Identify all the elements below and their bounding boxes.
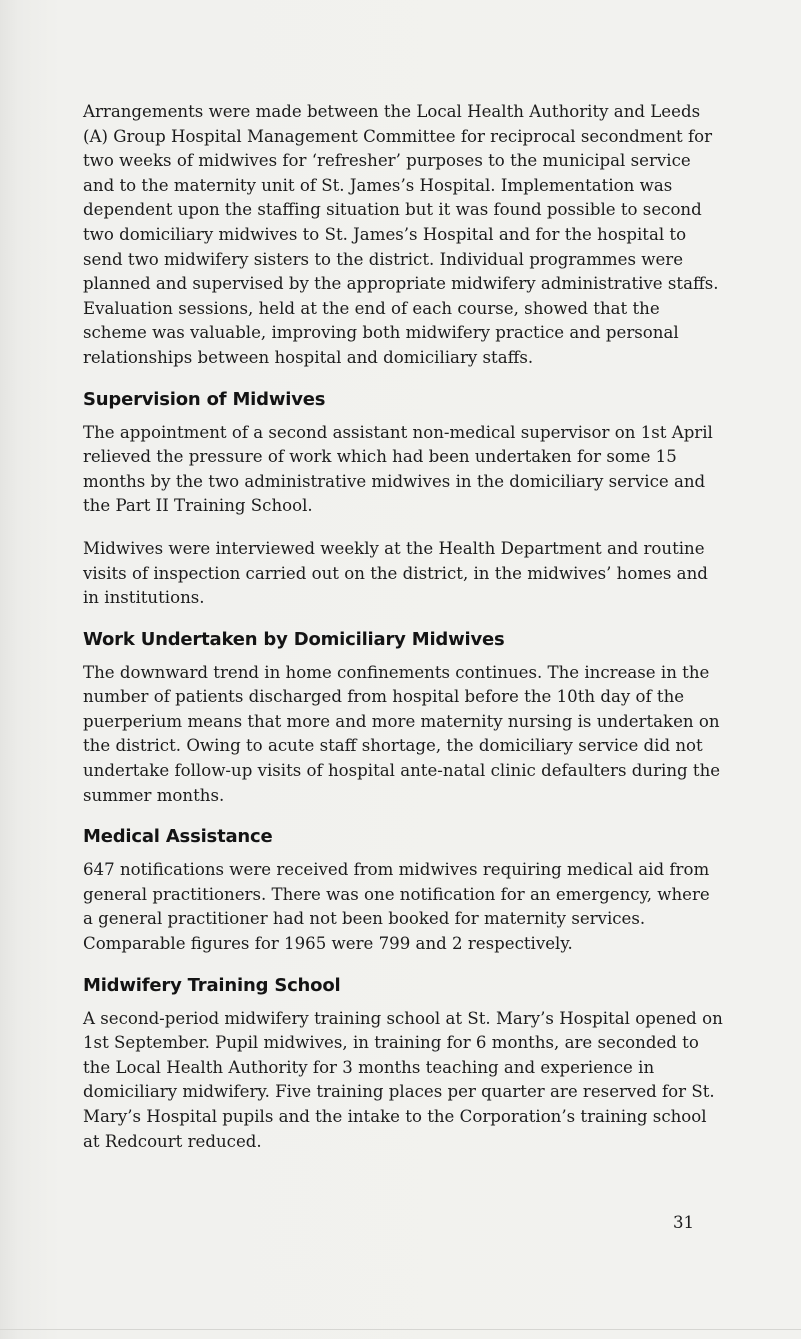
training-school-paragraph: A second-period midwifery training school at St. Mary’s Hospital opened on 1st September. Pupil midwives, in training for 6 months, are seconded to the Local Health Authority for 3 months teaching and experience in domiciliary midwifery. Five training places per quarter are reserved for St. Mary’s Hospital pupils and the intake to the Corporation’s training school at Redcourt reduced. <box>83 1008 723 1151</box>
page-content <box>83 100 723 1154</box>
heading-midwifery-training-school: Midwifery Training School <box>83 974 341 996</box>
work-undertaken-paragraph: The downward trend in home confinements continues. The increase in the number of patients discharged from hospital before the 10th day of the puerperium means that more and more maternity nursing is undertaken on the district. Owing to acute staff shortage, the domiciliary service did not undertake follow-up visits of hospital ante-natal clinic defaulters during the summer months. <box>83 662 721 805</box>
page-number: 31 <box>673 1213 695 1232</box>
medical-assistance-paragraph: 647 notifications were received from midwives requiring medical aid from general practitioners. There was one notification for an emergency, where a general practitioner had not been booked for maternity services. Comparable figures for 1965 were 799 and 2 respectively. <box>83 860 710 954</box>
heading-medical-assistance: Medical Assistance <box>83 826 273 848</box>
heading-work-undertaken: Work Undertaken by Domiciliary Midwives <box>83 628 505 650</box>
page-bottom-edge <box>0 1329 801 1330</box>
intro-paragraph: Arrangements were made between the Local Health Authority and Leeds (A) Group Hospital Management Committee for reciprocal secondment for two weeks of midwives for ‘refresher’ purposes to the municipal service and to the maternity unit of St. James’s Hospital. Implementation was dependent upon the staffing situation but it was found possible to second two domiciliary midwives to St. James’s Hospital and for the hospital to send two midwifery sisters to the district. Individual programmes were planned and supervised by the appropriate midwifery administrative staffs. Evaluation sessions, held at the end of each course, showed that the scheme was valuable, improving both midwifery practice and personal relationships between hospital and domiciliary staffs. <box>83 102 719 367</box>
supervision-paragraph-2: Midwives were interviewed weekly at the Health Department and routine visits of inspection carried out on the district, in the midwives’ homes and in institutions. <box>83 538 708 608</box>
supervision-paragraph-1: The appointment of a second assistant non-medical supervisor on 1st April relieved the pressure of work which had been undertaken for some 15 months by the two administrative midwives in the domiciliary service and the Part II Training School. <box>83 422 713 516</box>
heading-supervision-of-midwives: Supervision of Midwives <box>83 388 326 410</box>
